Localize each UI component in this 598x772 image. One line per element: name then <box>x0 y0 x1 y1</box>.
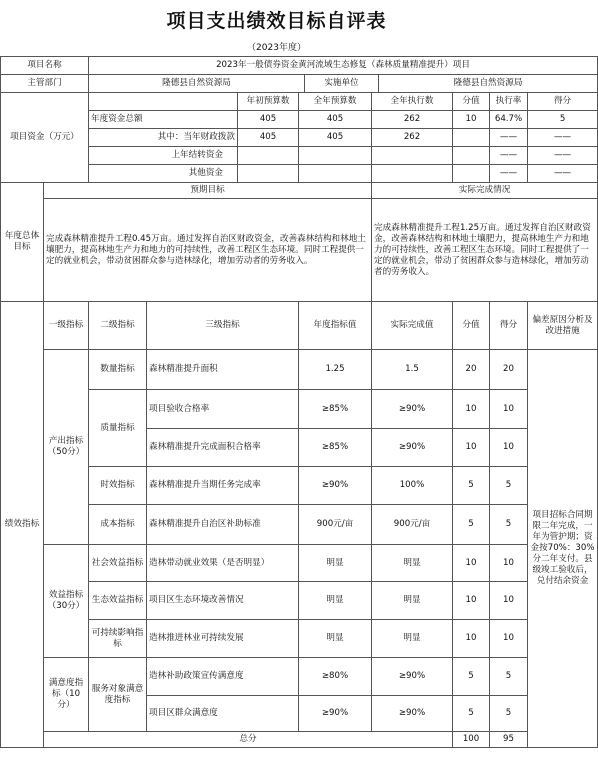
funds-cell: —— <box>490 165 528 183</box>
actual-value: 明显 <box>372 545 453 582</box>
expected-goal-text: 完成森林精准提升工程0.45万亩。通过发挥自治区财政资金，改善森林结构和林地土壤肥力，提高林地生产力和地力的可持续性，改善工程区生态环境。同时工程提供一定的就业机会，带动贫困群众参与造林绿化，增加劳动者的劳务收入。 <box>44 199 372 302</box>
evaluation-table <box>0 56 598 748</box>
score-value: 5 <box>453 696 490 732</box>
got-value: 10 <box>490 545 528 582</box>
actual-value: 900元/亩 <box>372 505 453 545</box>
funds-cell <box>453 165 490 183</box>
funds-cell: —— <box>490 129 528 147</box>
target-value: 1.25 <box>299 350 372 390</box>
target-value: ≥80% <box>299 658 372 696</box>
score-value: 10 <box>453 545 490 582</box>
funds-cell: —— <box>490 147 528 165</box>
funds-cell <box>299 165 372 183</box>
funds-cell: 405 <box>238 111 299 129</box>
project-name: 2023年一般债券资金黄河流域生态修复（森林质量精准提升）项目 <box>89 57 598 75</box>
funds-cell <box>453 129 490 147</box>
score-value: 10 <box>453 582 490 620</box>
got-value: 20 <box>490 350 528 390</box>
total-score: 100 <box>453 732 490 748</box>
funds-label: 项目资金（万元） <box>1 93 89 183</box>
total-got: 95 <box>490 732 528 748</box>
funds-cell: 10 <box>453 111 490 129</box>
funds-cell: —— <box>528 129 598 147</box>
funds-cell: 405 <box>299 129 372 147</box>
funds-header: 分值 <box>453 93 490 111</box>
score-value: 10 <box>453 620 490 658</box>
funds-cell: 405 <box>299 111 372 129</box>
year-note: （2023年度） <box>247 43 306 53</box>
funds-cell: 64.7% <box>490 111 528 129</box>
perf-header: 三级指标 <box>147 302 299 350</box>
level2-indicator: 成本指标 <box>89 505 147 545</box>
actual-value: 100% <box>372 467 453 505</box>
level3-indicator: 项目区生态环境改善情况 <box>147 582 299 620</box>
funds-cell <box>238 165 299 183</box>
perf-header: 实际完成值 <box>372 302 453 350</box>
got-value: 5 <box>490 505 528 545</box>
level2-indicator: 可持续影响指标 <box>89 620 147 658</box>
level3-indicator: 森林精准提升完成面积合格率 <box>147 429 299 467</box>
level2-indicator: 数量指标 <box>89 350 147 390</box>
level3-indicator: 项目验收合格率 <box>147 390 299 429</box>
score-value: 5 <box>453 658 490 696</box>
got-value: 5 <box>490 658 528 696</box>
funds-cell <box>453 147 490 165</box>
level3-indicator: 森林精准提升自治区补助标准 <box>147 505 299 545</box>
level1-benefit: 效益指标（30分） <box>44 545 89 658</box>
perf-header: 年度指标值 <box>299 302 372 350</box>
funds-cell: 5 <box>528 111 598 129</box>
target-value: ≥90% <box>299 696 372 732</box>
perf-header: 二级指标 <box>89 302 147 350</box>
target-value: 明显 <box>299 582 372 620</box>
level1-output: 产出指标（50分） <box>44 350 89 545</box>
level3-indicator: 造林推进林业可持续发展 <box>147 620 299 658</box>
funds-header: 执行率 <box>490 93 528 111</box>
funds-cell <box>238 147 299 165</box>
actual-value: ≥90% <box>372 390 453 429</box>
level3-indicator: 项目区群众满意度 <box>147 696 299 732</box>
got-value: 10 <box>490 390 528 429</box>
dept-value: 隆德县自然资源局 <box>89 75 305 93</box>
level3-indicator: 森林精准提升面积 <box>147 350 299 390</box>
target-value: ≥90% <box>299 467 372 505</box>
funds-cell: 262 <box>372 111 453 129</box>
total-label: 总分 <box>44 732 453 748</box>
funds-header: 年初预算数 <box>238 93 299 111</box>
perf-header: 得分 <box>490 302 528 350</box>
level3-indicator: 森林精准提升当期任务完成率 <box>147 467 299 505</box>
actual-value: 1.5 <box>372 350 453 390</box>
funds-header: 得分 <box>528 93 598 111</box>
level2-indicator: 服务对象满意度指标 <box>89 658 147 732</box>
impl-value: 隆德县自然资源局 <box>379 75 598 93</box>
got-value: 10 <box>490 582 528 620</box>
level3-indicator: 造林带动就业效果（是否明显） <box>147 545 299 582</box>
funds-cell: 262 <box>372 129 453 147</box>
actual-value: 明显 <box>372 582 453 620</box>
funds-row-label: 其中：当年财政拨款 <box>89 129 238 147</box>
target-value: 明显 <box>299 545 372 582</box>
funds-row-label: 上年结转资金 <box>89 147 238 165</box>
actual-goal-header: 实际完成情况 <box>372 183 598 199</box>
target-value: 900元/亩 <box>299 505 372 545</box>
level2-indicator: 社会效益指标 <box>89 545 147 582</box>
level2-indicator: 时效指标 <box>89 467 147 505</box>
target-value: 明显 <box>299 620 372 658</box>
level3-indicator: 造林补助政策宣传满意度 <box>147 658 299 696</box>
level2-indicator: 质量指标 <box>89 390 147 467</box>
impl-label: 实施单位 <box>305 75 379 93</box>
page-title: 项目支出绩效目标自评表 <box>166 10 387 32</box>
actual-value: 明显 <box>372 620 453 658</box>
perf-header: 偏差原因分析及改进措施 <box>528 302 598 350</box>
funds-header: 全年执行数 <box>372 93 453 111</box>
score-value: 5 <box>453 467 490 505</box>
score-value: 5 <box>453 505 490 545</box>
score-value: 20 <box>453 350 490 390</box>
dept-label: 主管部门 <box>1 75 89 93</box>
actual-value: ≥90% <box>372 658 453 696</box>
funds-cell: 405 <box>238 129 299 147</box>
got-value: 10 <box>490 429 528 467</box>
funds-row-label: 年度资金总额 <box>89 111 238 129</box>
funds-header: 全年预算数 <box>299 93 372 111</box>
score-value: 10 <box>453 429 490 467</box>
actual-value: ≥90% <box>372 696 453 732</box>
funds-cell <box>372 147 453 165</box>
score-value: 10 <box>453 390 490 429</box>
got-value: 5 <box>490 696 528 732</box>
project-name-label: 项目名称 <box>1 57 89 75</box>
target-value: ≥85% <box>299 390 372 429</box>
goal-label: 年度总体目标 <box>1 183 44 302</box>
funds-cell: —— <box>528 165 598 183</box>
perf-header: 分值 <box>453 302 490 350</box>
deviation-reason: 项目招标合同期限二年完成，一年为管护期；资金按70%：30%分二年支付。县级竣工验收后，兑付结余资金 <box>528 350 598 748</box>
got-value: 5 <box>490 467 528 505</box>
level2-indicator: 生态效益指标 <box>89 582 147 620</box>
expected-goal-header: 预期目标 <box>44 183 372 199</box>
level1-satisfaction: 满意度指标（10分） <box>44 658 89 732</box>
got-value: 10 <box>490 620 528 658</box>
perf-label: 绩效指标 <box>1 302 44 748</box>
perf-header: 一级指标 <box>44 302 89 350</box>
funds-row-label: 其他资金 <box>89 165 238 183</box>
target-value: ≥85% <box>299 429 372 467</box>
actual-value: ≥90% <box>372 429 453 467</box>
funds-cell <box>372 165 453 183</box>
actual-goal-text: 完成森林精准提升工程1.25万亩。通过发挥自治区财政资金，改善森林结构和林地土壤肥力，提高林地生产力和地力的可持续性，改善工程区生态环境。同时工程提供了一定的就业机会，带动了贫困群众参与造林绿化，增加劳动者的劳务收入。 <box>372 199 598 302</box>
funds-cell <box>299 147 372 165</box>
funds-cell: —— <box>528 147 598 165</box>
